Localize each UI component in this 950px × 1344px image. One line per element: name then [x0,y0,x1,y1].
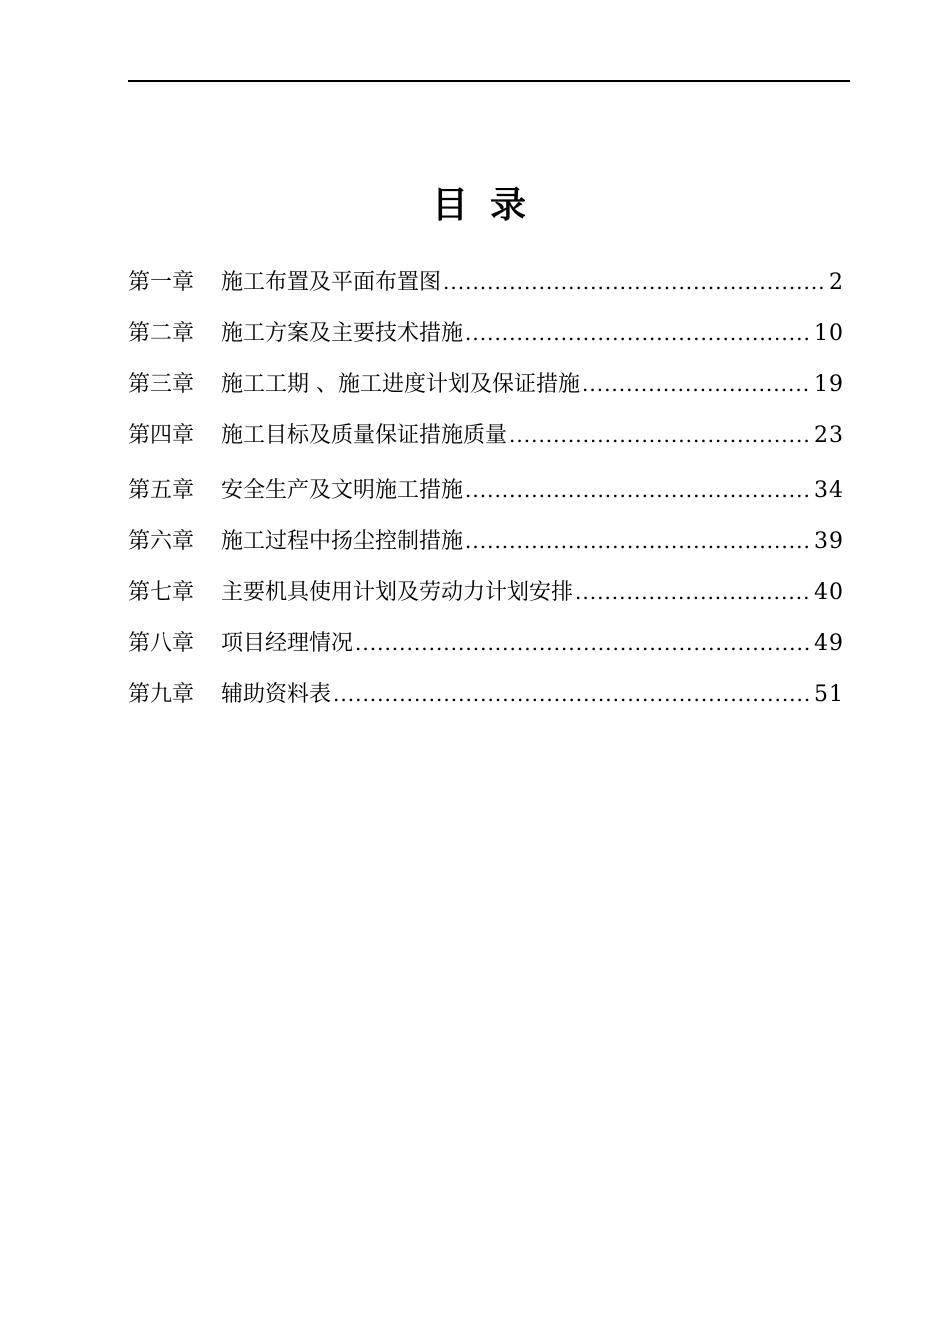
toc-dot-leader [582,364,812,404]
toc-dot-leader [465,313,812,353]
toc-dot-leader [465,470,812,510]
toc-entry-title: 施工方案及主要技术措施 [221,321,464,346]
toc-page-number: 19 [814,372,844,397]
toc-chapter-label: 第二章 [128,321,195,346]
toc-dot-leader [509,415,812,455]
toc-dot-leader [575,572,812,612]
toc-entry-title: 项目经理情况 [221,631,354,656]
toc-chapter-label: 第七章 [128,580,195,605]
toc-page-number: 39 [814,529,844,554]
toc-page-number: 49 [814,631,844,656]
toc-dot-leader [355,623,812,663]
toc-page-number: 34 [814,478,844,503]
toc-entry-title: 主要机具使用计划及劳动力计划安排 [221,580,574,605]
toc-entry-title: 施工过程中扬尘控制措施 [221,529,464,554]
toc-dot-leader [465,521,812,561]
toc-chapter-label: 第六章 [128,529,195,554]
toc-dot-leader [333,674,812,714]
toc-entry-title: 安全生产及文明施工措施 [221,478,464,503]
toc-page-number: 23 [814,423,844,448]
toc-chapter-label: 第九章 [128,682,195,707]
toc-chapter-label: 第八章 [128,631,195,656]
toc-entry[interactable] [128,262,844,313]
toc-chapter-label: 第五章 [128,478,195,503]
toc-chapter-label: 第一章 [128,270,195,295]
toc-entry[interactable] [128,521,844,572]
toc-title: 目录 [431,185,548,226]
toc-entry-title: 施工工期 、施工进度计划及保证措施 [221,372,580,397]
toc-entry-title: 辅助资料表 [221,682,332,707]
toc-dot-leader [443,262,827,302]
toc-list [128,262,844,725]
toc-page-number: 51 [814,682,844,707]
toc-entry[interactable] [128,674,844,725]
toc-entry[interactable] [128,572,844,623]
toc-page-number: 2 [829,270,844,295]
toc-entry[interactable] [128,313,844,364]
toc-chapter-label: 第三章 [128,372,195,397]
toc-entry-title: 施工布置及平面布置图 [221,270,442,295]
header-rule [128,80,850,82]
toc-chapter-label: 第四章 [128,423,195,448]
toc-entry[interactable] [128,415,844,470]
toc-entry-title: 施工目标及质量保证措施质量 [221,423,508,448]
toc-page-number: 10 [814,321,844,346]
toc-entry[interactable] [128,623,844,674]
toc-page-number: 40 [814,580,844,605]
toc-entry[interactable] [128,364,844,415]
toc-entry[interactable] [128,470,844,521]
